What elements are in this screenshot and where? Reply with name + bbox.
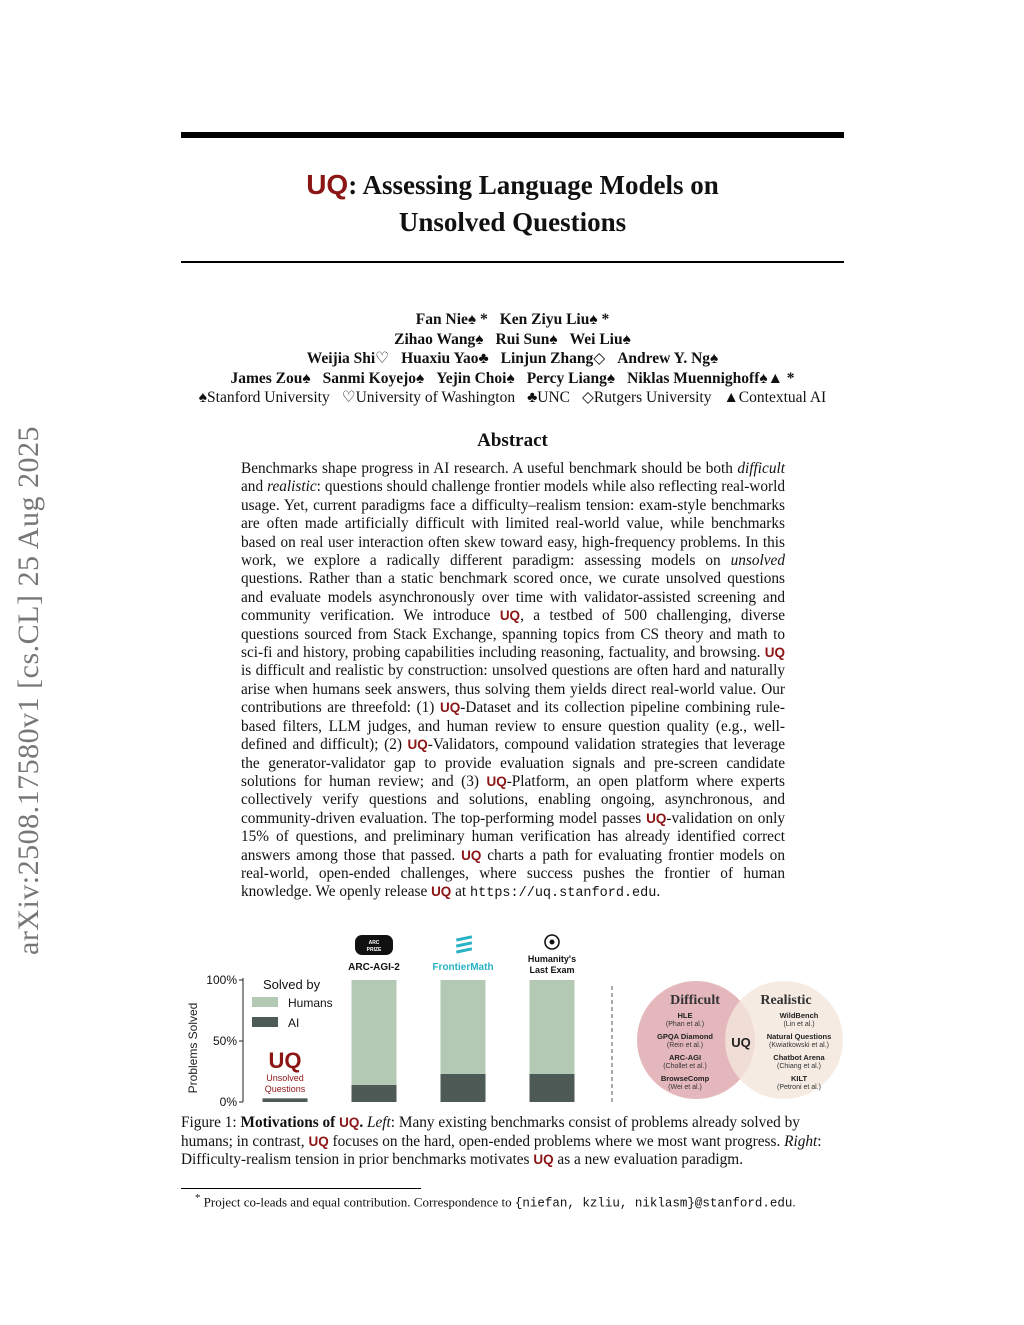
uq-logo-inline: UQ (499, 608, 521, 624)
author-row-3: Weijia Shi♡ Huaxiu Yao♣ Linjun Zhang◇ Andrew Y. Ng♠ (306, 350, 719, 367)
legend-label-ai: AI (288, 1016, 300, 1030)
venn-item-cite: (Petroni et al.) (777, 1084, 821, 1091)
paper-title: UQ: Assessing Language Models on Unsolved Questions (306, 169, 719, 237)
svg-text:ARC: ARC (368, 940, 380, 946)
project-url[interactable]: https://uq.stanford.edu (470, 886, 657, 902)
venn-center-uq: UQ (731, 1035, 751, 1050)
venn-item-cite: (Chollet et al.) (663, 1063, 707, 1070)
venn-item-cite: (Phan et al.) (665, 1021, 705, 1028)
venn-item-name: WildBench (779, 1011, 819, 1020)
frontiermath-logo-icon (456, 935, 472, 953)
bar-ai-2 (441, 1074, 486, 1102)
hle-label-2: Last Exam (529, 965, 575, 975)
venn-diagram (637, 981, 843, 1099)
y-tick-label: 0% (219, 1095, 237, 1106)
y-axis-label: Problems Solved (186, 1002, 200, 1094)
bar-humans-3 (530, 980, 575, 1074)
venn-item-name: Natural Questions (766, 1032, 832, 1041)
bar-chart (186, 935, 576, 1106)
svg-text:PRIZE: PRIZE (366, 947, 382, 953)
affiliations: ♠Stanford University ♡University of Washington ♣UNC ◇Rutgers University ▲Contextual AI (198, 389, 827, 406)
venn-item-cite: (Wei et al.) (668, 1084, 702, 1091)
footnote-rule (181, 1188, 421, 1189)
venn-item-name: KILT (790, 1074, 808, 1083)
venn-item-name: BrowseComp (660, 1074, 710, 1083)
venn-item-name: HLE (677, 1011, 693, 1020)
venn-item-cite: (Rein et al.) (666, 1042, 704, 1049)
title-rule (181, 261, 844, 263)
bar-humans-2 (441, 980, 486, 1074)
y-tick-label: 100% (206, 973, 237, 987)
bar-ai-0 (263, 1098, 308, 1102)
bar-ai-3 (530, 1074, 575, 1102)
legend-title: Solved by (263, 977, 321, 992)
uq-chart-label-2: Questions (264, 1084, 306, 1094)
venn-item-cite: (Chiang et al.) (777, 1063, 821, 1070)
author-row-4: James Zou♠ Sanmi Koyejo♠ Yejin Choi♠ Percy Liang♠ Niklas Muennighoff♠▲ * (230, 369, 795, 387)
abstract-text: Benchmarks shape progress in AI research. A useful benchmark should be both difficult and realistic: questions should challenge frontier models while also reflecting real-world usage. Yet, current paradigms face a difficulty–realism tension: exam-style benchmarks are often made artificially difficult with limited real-world value, while benchmarks based on real user interaction often skew toward easy, high-frequency problems. In this work, we explore a radically different paradigm: assessing models on unsolved questions. Rather than a static benchmark scored once, we curate unsolved questions and evaluate models asynchronously over time with validator-assisted screening and community verification. We introduce UQ, a testbed of 500 challenging, diverse questions sourced from Stack Exchange, spanning topics from CS theory and math to sci-fi and history, probing capabilities including reasoning, factuality, and browsing. UQ is difficult and realistic by construction: unsolved questions are often hard and naturally arise when humans seek answers, thus solving them yields direct real-world value. Our contributions are threefold: (1) UQ-Dataset and its collection pipeline combining rule-based filters, LLM judges, and human review to ensure question quality (e.g., well-defined and difficult); (2) UQ-Validators, compound validation strategies that leverage the generator-validator gap to provide evaluation signals and pre-screen candidate solutions for human review; and (3) UQ-Platform, an open platform where experts collectively verify questions and solutions, enabling ongoing, asynchronous, and community-driven evaluation. The top-performing model passes UQ-validation on only 15% of questions, and preliminary human verification has already identified correct answers among those that passed. UQ charts a path for evaluating frontier models on real-world, open-ended challenges, where success pushes the frontier of human knowledge. We openly release UQ at https://uq.stanford.edu. (241, 460, 786, 902)
footnote: * Project co-leads and equal contribution. Correspondence to {niefan, kzliu, niklasm}@stanford.edu. (195, 1192, 796, 1211)
frontiermath-label: FrontierMath (432, 962, 494, 973)
venn-title-difficult: Difficult (670, 993, 720, 1008)
venn-item-name: Chatbot Arena (773, 1053, 825, 1062)
y-tick-label: 50% (212, 1034, 237, 1048)
uq-chart-logo: UQ (268, 1048, 302, 1073)
bar-ai-1 (352, 1085, 397, 1102)
bar-humans-1 (352, 980, 397, 1085)
venn-item-cite: (Lin et al.) (783, 1021, 815, 1028)
legend-label-humans: Humans (288, 996, 333, 1010)
top-rule (181, 132, 844, 138)
author-block (181, 310, 844, 408)
legend-swatch-humans (252, 997, 278, 1007)
venn-item-cite: (Kwiatkowski et al.) (769, 1042, 829, 1049)
venn-item-name: ARC-AGI (668, 1053, 702, 1062)
hle-label-1: Humanity's (527, 954, 577, 964)
author-row-2: Zihao Wang♠ Rui Sun♠ Wei Liu♠ (394, 330, 631, 348)
abstract-heading: Abstract (477, 430, 548, 451)
venn-item-name: GPQA Diamond (657, 1032, 713, 1041)
contact-emails[interactable]: {niefan, kzliu, niklasm}@stanford.edu (514, 1196, 793, 1211)
author-row-1: Fan Nie♠ * Ken Ziyu Liu♠ * (415, 311, 610, 328)
uq-chart-label-1: Unsolved (266, 1073, 304, 1083)
arxiv-identifier: arXiv:2508.17580v1 [cs.CL] 25 Aug 2025 (12, 426, 45, 955)
figure-1 (180, 928, 846, 1106)
venn-title-realistic: Realistic (760, 993, 812, 1008)
legend-swatch-ai (252, 1017, 278, 1027)
title-logo: UQ (306, 169, 349, 200)
figure-caption: Figure 1: Motivations of UQ. Left: Many existing benchmarks consist of problems already solved by humans; in contrast, UQ focuses on the hard, open-ended problems where we most want progress. Right: Difficulty-realism tension in prior benchmarks motivates UQ as a new evaluation paradigm. (181, 1114, 822, 1168)
arc-agi-label: ARC-AGI-2 (348, 962, 400, 973)
